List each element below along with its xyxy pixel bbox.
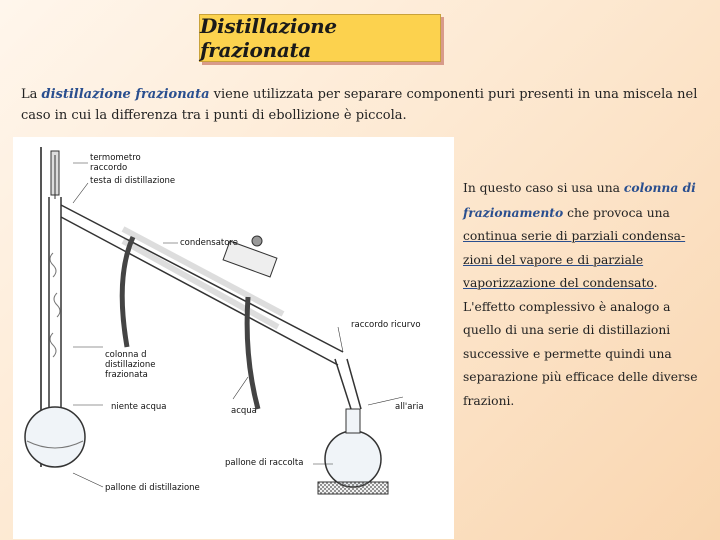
side-underlined: continua serie di parziali condensa-zioni del vapore e di parziale vaporizzazione del condensato xyxy=(463,229,686,290)
side-text-2: che provoca una xyxy=(563,205,670,220)
label-raccordo-curvo: raccordo ricurvo xyxy=(351,320,421,330)
label-colonna-2: distillazione xyxy=(105,360,156,370)
page-title: Distillazione frazionata xyxy=(200,14,337,62)
title-box xyxy=(199,14,441,62)
side-text-3: . L'effetto complessivo è analogo a quello di una serie di distillazioni successive e permette quindi una separazione più efficace delle diverse frazioni. xyxy=(463,276,698,408)
label-condensatore: condensatore xyxy=(180,238,238,248)
apparatus-drawing xyxy=(13,137,454,539)
intro-highlight: distillazione frazionata xyxy=(41,87,210,102)
label-raccordo: raccordo xyxy=(90,163,128,173)
intro-prefix: La xyxy=(21,87,42,102)
intro-rest: viene utilizzata per separare componenti puri presenti in una miscela nel caso in cui la differenza tra i punti di ebollizione è piccola. xyxy=(21,87,698,123)
distillation-apparatus-figure xyxy=(13,137,454,539)
label-pallone-distillazione: pallone di distillazione xyxy=(105,483,200,493)
distillation-flask xyxy=(25,407,85,467)
label-colonna-1: colonna d xyxy=(105,350,147,360)
label-testa: testa di distillazione xyxy=(90,176,176,186)
intro-paragraph xyxy=(21,84,701,126)
side-paragraph xyxy=(463,176,701,413)
label-entra-acqua: niente acqua xyxy=(111,402,167,412)
label-pallone-raccolta: pallone di raccolta xyxy=(225,458,304,468)
label-termometro: termometro xyxy=(90,153,141,163)
label-colonna-3: frazionata xyxy=(105,370,148,380)
side-highlight: colonna di frazionamento xyxy=(463,180,696,220)
label-acqua: acqua xyxy=(231,406,257,416)
receiving-flask xyxy=(325,431,381,487)
side-text-1: In questo caso si usa una xyxy=(463,181,624,195)
label-aria: all'aria xyxy=(395,402,424,412)
